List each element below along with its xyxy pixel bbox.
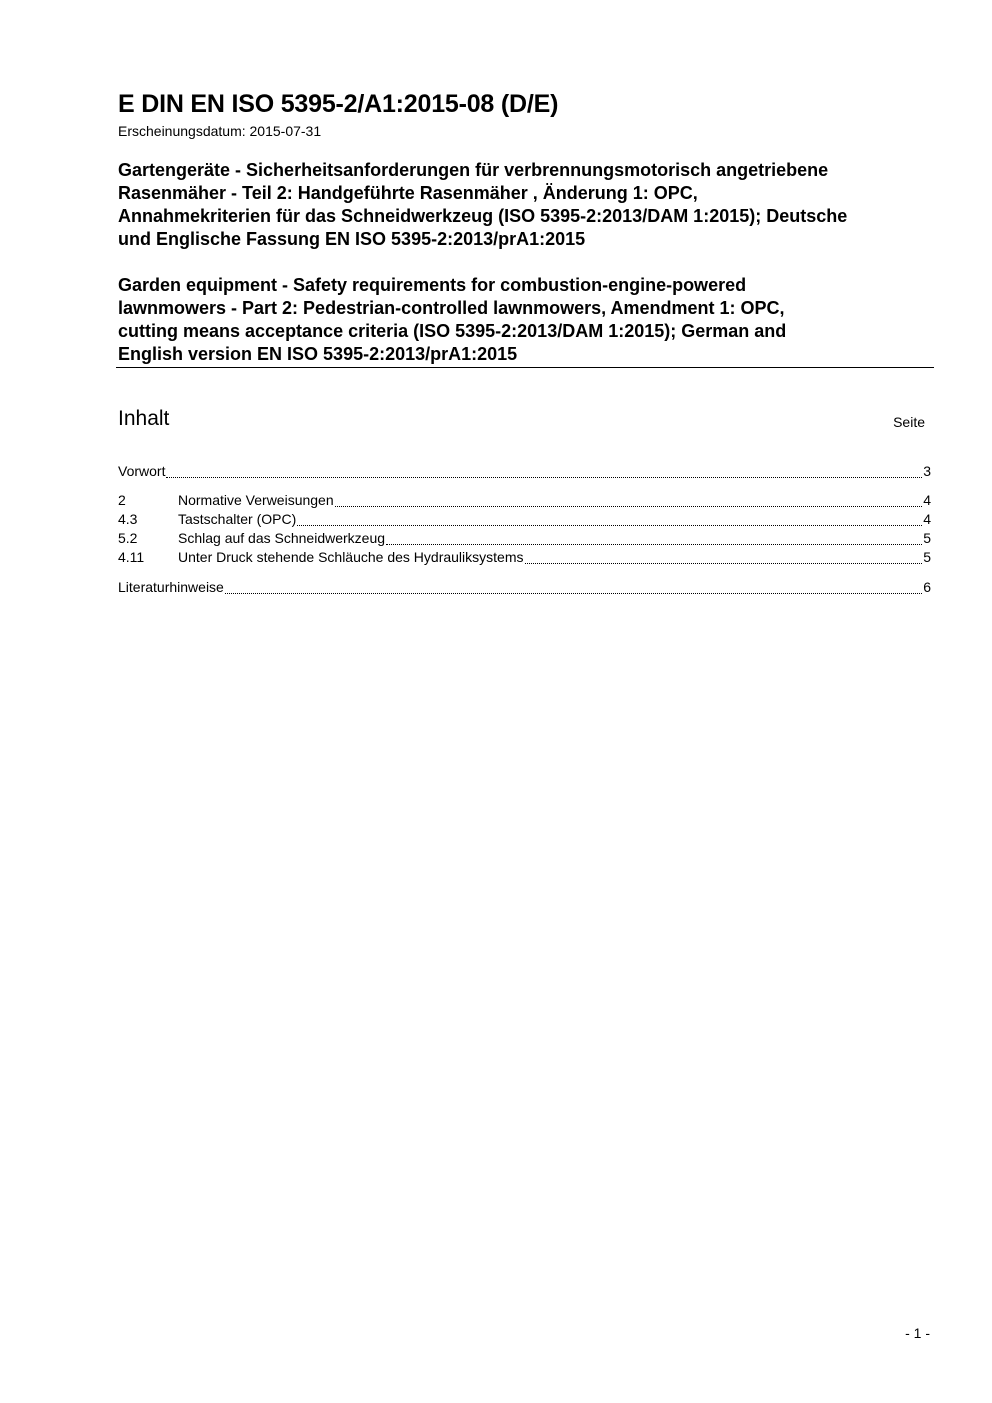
toc-entry-number: 4.3 [118,511,138,527]
toc-entry-page: 3 [923,463,931,479]
toc-leader-dots [386,543,922,545]
toc-entry-title: Literaturhinweise [118,579,224,595]
toc-leader-dots [525,562,923,564]
toc-entry-title: Normative Verweisungen [178,492,334,508]
title-divider [116,367,934,368]
toc-entry-number: 4.11 [118,549,145,565]
toc-entry-page: 5 [923,530,931,546]
toc-entry-title: Unter Druck stehende Schläuche des Hydrauliksystems [178,549,524,565]
toc-entry-page: 6 [923,579,931,595]
toc-page-column-label: Seite [893,414,925,430]
title-english-line: cutting means acceptance criteria (ISO 5395-2:2013/DAM 1:2015); German and [118,321,787,341]
toc-entry-tastschalter[interactable] [118,511,931,530]
toc-leader-dots [297,524,922,526]
toc-entry-title: Tastschalter (OPC) [178,511,297,527]
toc-entry-title: Vorwort [118,463,166,479]
title-german-line: Gartengeräte - Sicherheitsanforderungen für verbrennungsmotorisch angetriebene [118,160,829,180]
toc-heading: Inhalt [118,407,170,430]
toc-leader-dots [225,592,922,594]
page-number: - 1 - [905,1325,930,1341]
title-german [118,159,948,251]
toc-entry-schlag[interactable] [118,530,931,549]
toc-entry-page: 5 [923,549,931,565]
document-id: E DIN EN ISO 5395-2/A1:2015-08 (D/E) [118,90,559,118]
publication-date: Erscheinungsdatum: 2015-07-31 [118,123,322,139]
toc-entry-number: 5.2 [118,530,138,546]
toc-entry-literaturhinweise[interactable] [118,579,931,598]
title-english [118,274,948,366]
title-german-line: und Englische Fassung EN ISO 5395-2:2013/prA1:2015 [118,229,586,249]
toc-entry-page: 4 [923,511,931,527]
title-german-line: Rasenmäher - Teil 2: Handgeführte Rasenmäher , Änderung 1: OPC, [118,183,698,203]
toc-entry-normative-verweisungen[interactable] [118,492,931,511]
toc-entry-vorwort[interactable] [118,463,931,482]
title-english-line: English version EN ISO 5395-2:2013/prA1:2015 [118,344,518,364]
toc-entry-number: 2 [118,492,126,508]
title-german-line: Annahmekriterien für das Schneidwerkzeug (ISO 5395-2:2013/DAM 1:2015); Deutsche [118,206,848,226]
toc-entry-schlaeuche[interactable] [118,549,931,568]
toc-entry-title: Schlag auf das Schneidwerkzeug [178,530,386,546]
toc-leader-dots [335,505,923,507]
toc-leader-dots [166,476,922,478]
title-english-line: Garden equipment - Safety requirements for combustion-engine-powered [118,275,747,295]
toc-entry-page: 4 [923,492,931,508]
title-english-line: lawnmowers - Part 2: Pedestrian-controlled lawnmowers, Amendment 1: OPC, [118,298,785,318]
